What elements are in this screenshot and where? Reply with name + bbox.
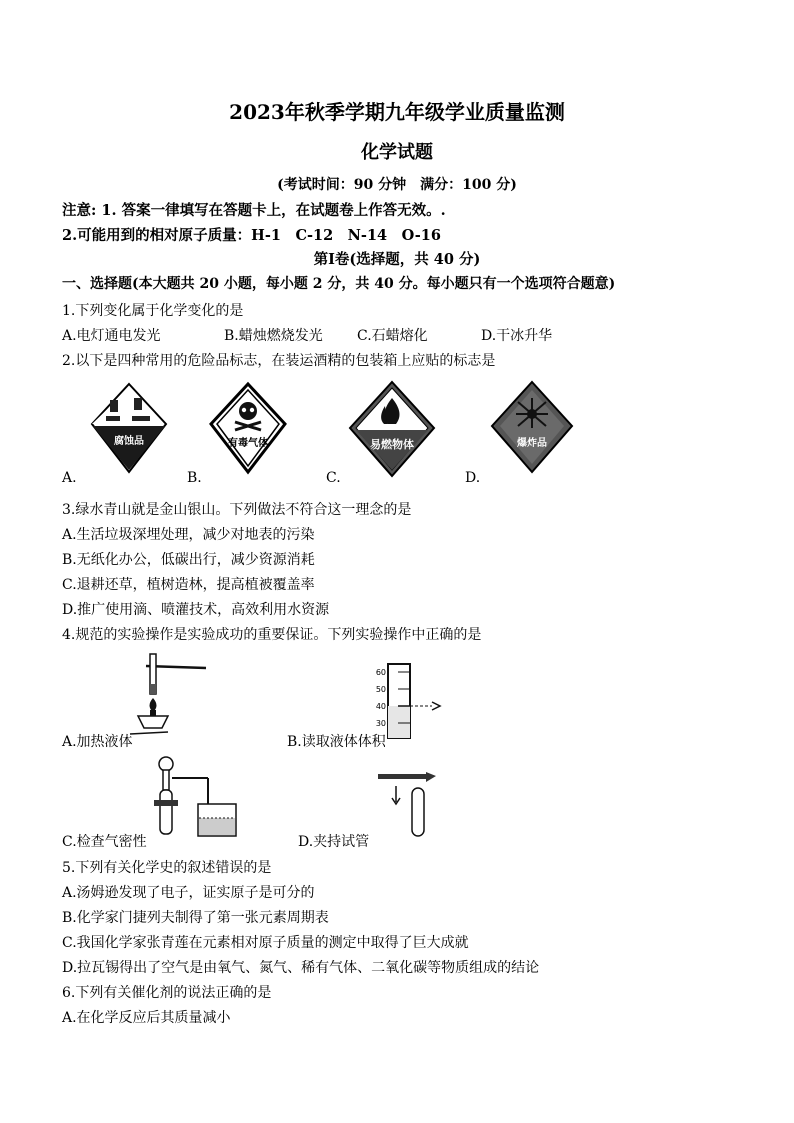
toxic-gas-sign-icon bbox=[207, 378, 289, 476]
q4-option-b: B.读取液体体积 bbox=[287, 734, 386, 750]
q1-stem: 1.下列变化属于化学变化的是 bbox=[62, 303, 244, 319]
corrosive-sign-icon bbox=[88, 378, 170, 476]
q1-option-a: A.电灯通电发光 bbox=[62, 328, 161, 344]
corrosive-sign-label: 腐蚀品 bbox=[114, 436, 144, 447]
q3-option-d: D.推广使用滴、喷灌技术，高效利用水资源 bbox=[62, 602, 330, 618]
q2-option-c: C. bbox=[326, 470, 341, 486]
section-title: 一、选择题(本大题共 20 小题，每小题 2 分，共 40 分。每小题只有一个选项符合题意) bbox=[62, 276, 616, 292]
q3-option-a: A.生活垃圾深埋处理，减少对地表的污染 bbox=[62, 527, 315, 543]
flammable-sign-icon bbox=[346, 378, 438, 480]
q2-option-a: A. bbox=[62, 470, 77, 486]
note-1: 注意: 1. 答案一律填写在答题卡上，在试题卷上作答无效。. bbox=[62, 202, 446, 219]
explosive-sign-label: 爆炸品 bbox=[517, 438, 547, 449]
subject-title: 化学试题 bbox=[361, 142, 433, 163]
airtightness-check-icon bbox=[150, 754, 242, 840]
scale-label-50: 50 bbox=[375, 685, 386, 694]
note-2: 2.可能用到的相对原子质量：H-1 C-12 N-14 O-16 bbox=[62, 227, 441, 244]
scale-label-40: 40 bbox=[375, 702, 386, 711]
q5-option-c: C.我国化学家张青莲在元素相对原子质量的测定中取得了巨大成就 bbox=[62, 935, 469, 951]
q5-stem: 5.下列有关化学史的叙述错误的是 bbox=[62, 860, 272, 876]
exam-info: (考试时间：90 分钟 满分：100 分) bbox=[277, 177, 517, 193]
q1-option-c: C.石蜡熔化 bbox=[357, 328, 428, 344]
q4-option-d: D.夹持试管 bbox=[298, 834, 370, 850]
q3-option-b: B.无纸化办公，低碳出行，减少资源消耗 bbox=[62, 552, 315, 568]
exam-title: 2023年秋季学期九年级学业质量监测 bbox=[229, 100, 565, 124]
q1-option-d: D.干冰升华 bbox=[481, 328, 553, 344]
flammable-sign-label: 易燃物体 bbox=[370, 438, 414, 451]
toxic-gas-sign-label: 有毒气体 bbox=[228, 438, 268, 449]
scale-label-60: 60 bbox=[375, 668, 386, 677]
explosive-sign-icon bbox=[488, 378, 576, 476]
q2-option-d: D. bbox=[465, 470, 481, 486]
q5-option-a: A.汤姆逊发现了电子，证实原子是可分的 bbox=[62, 885, 315, 901]
heating-liquid-icon bbox=[128, 650, 210, 742]
q6-option-a: A.在化学反应后其质量减小 bbox=[62, 1010, 231, 1026]
q6-stem: 6.下列有关催化剂的说法正确的是 bbox=[62, 985, 272, 1001]
q2-stem: 2.以下是四种常用的危险品标志，在装运酒精的包装箱上应贴的标志是 bbox=[62, 353, 496, 369]
q4-option-c: C.检查气密性 bbox=[62, 834, 147, 850]
q4-stem: 4.规范的实验操作是实验成功的重要保证。下列实验操作中正确的是 bbox=[62, 627, 482, 643]
q5-option-d: D.拉瓦锡得出了空气是由氧气、氮气、稀有气体、二氧化碳等物质组成的结论 bbox=[62, 960, 540, 976]
q4-option-a: A.加热液体 bbox=[62, 734, 133, 750]
scale-label-30: 30 bbox=[375, 719, 386, 728]
volume-title: 第Ⅰ卷(选择题，共 40 分) bbox=[313, 251, 481, 268]
q3-stem: 3.绿水青山就是金山银山。下列做法不符合这一理念的是 bbox=[62, 502, 412, 518]
q3-option-c: C.退耕还草，植树造林，提高植被覆盖率 bbox=[62, 577, 315, 593]
q5-option-b: B.化学家门捷列夫制得了第一张元素周期表 bbox=[62, 910, 329, 926]
q1-option-b: B.蜡烛燃烧发光 bbox=[224, 328, 323, 344]
test-tube-clamp-icon bbox=[374, 768, 440, 840]
q2-option-b: B. bbox=[187, 470, 202, 486]
graduated-cylinder-icon bbox=[372, 662, 442, 742]
